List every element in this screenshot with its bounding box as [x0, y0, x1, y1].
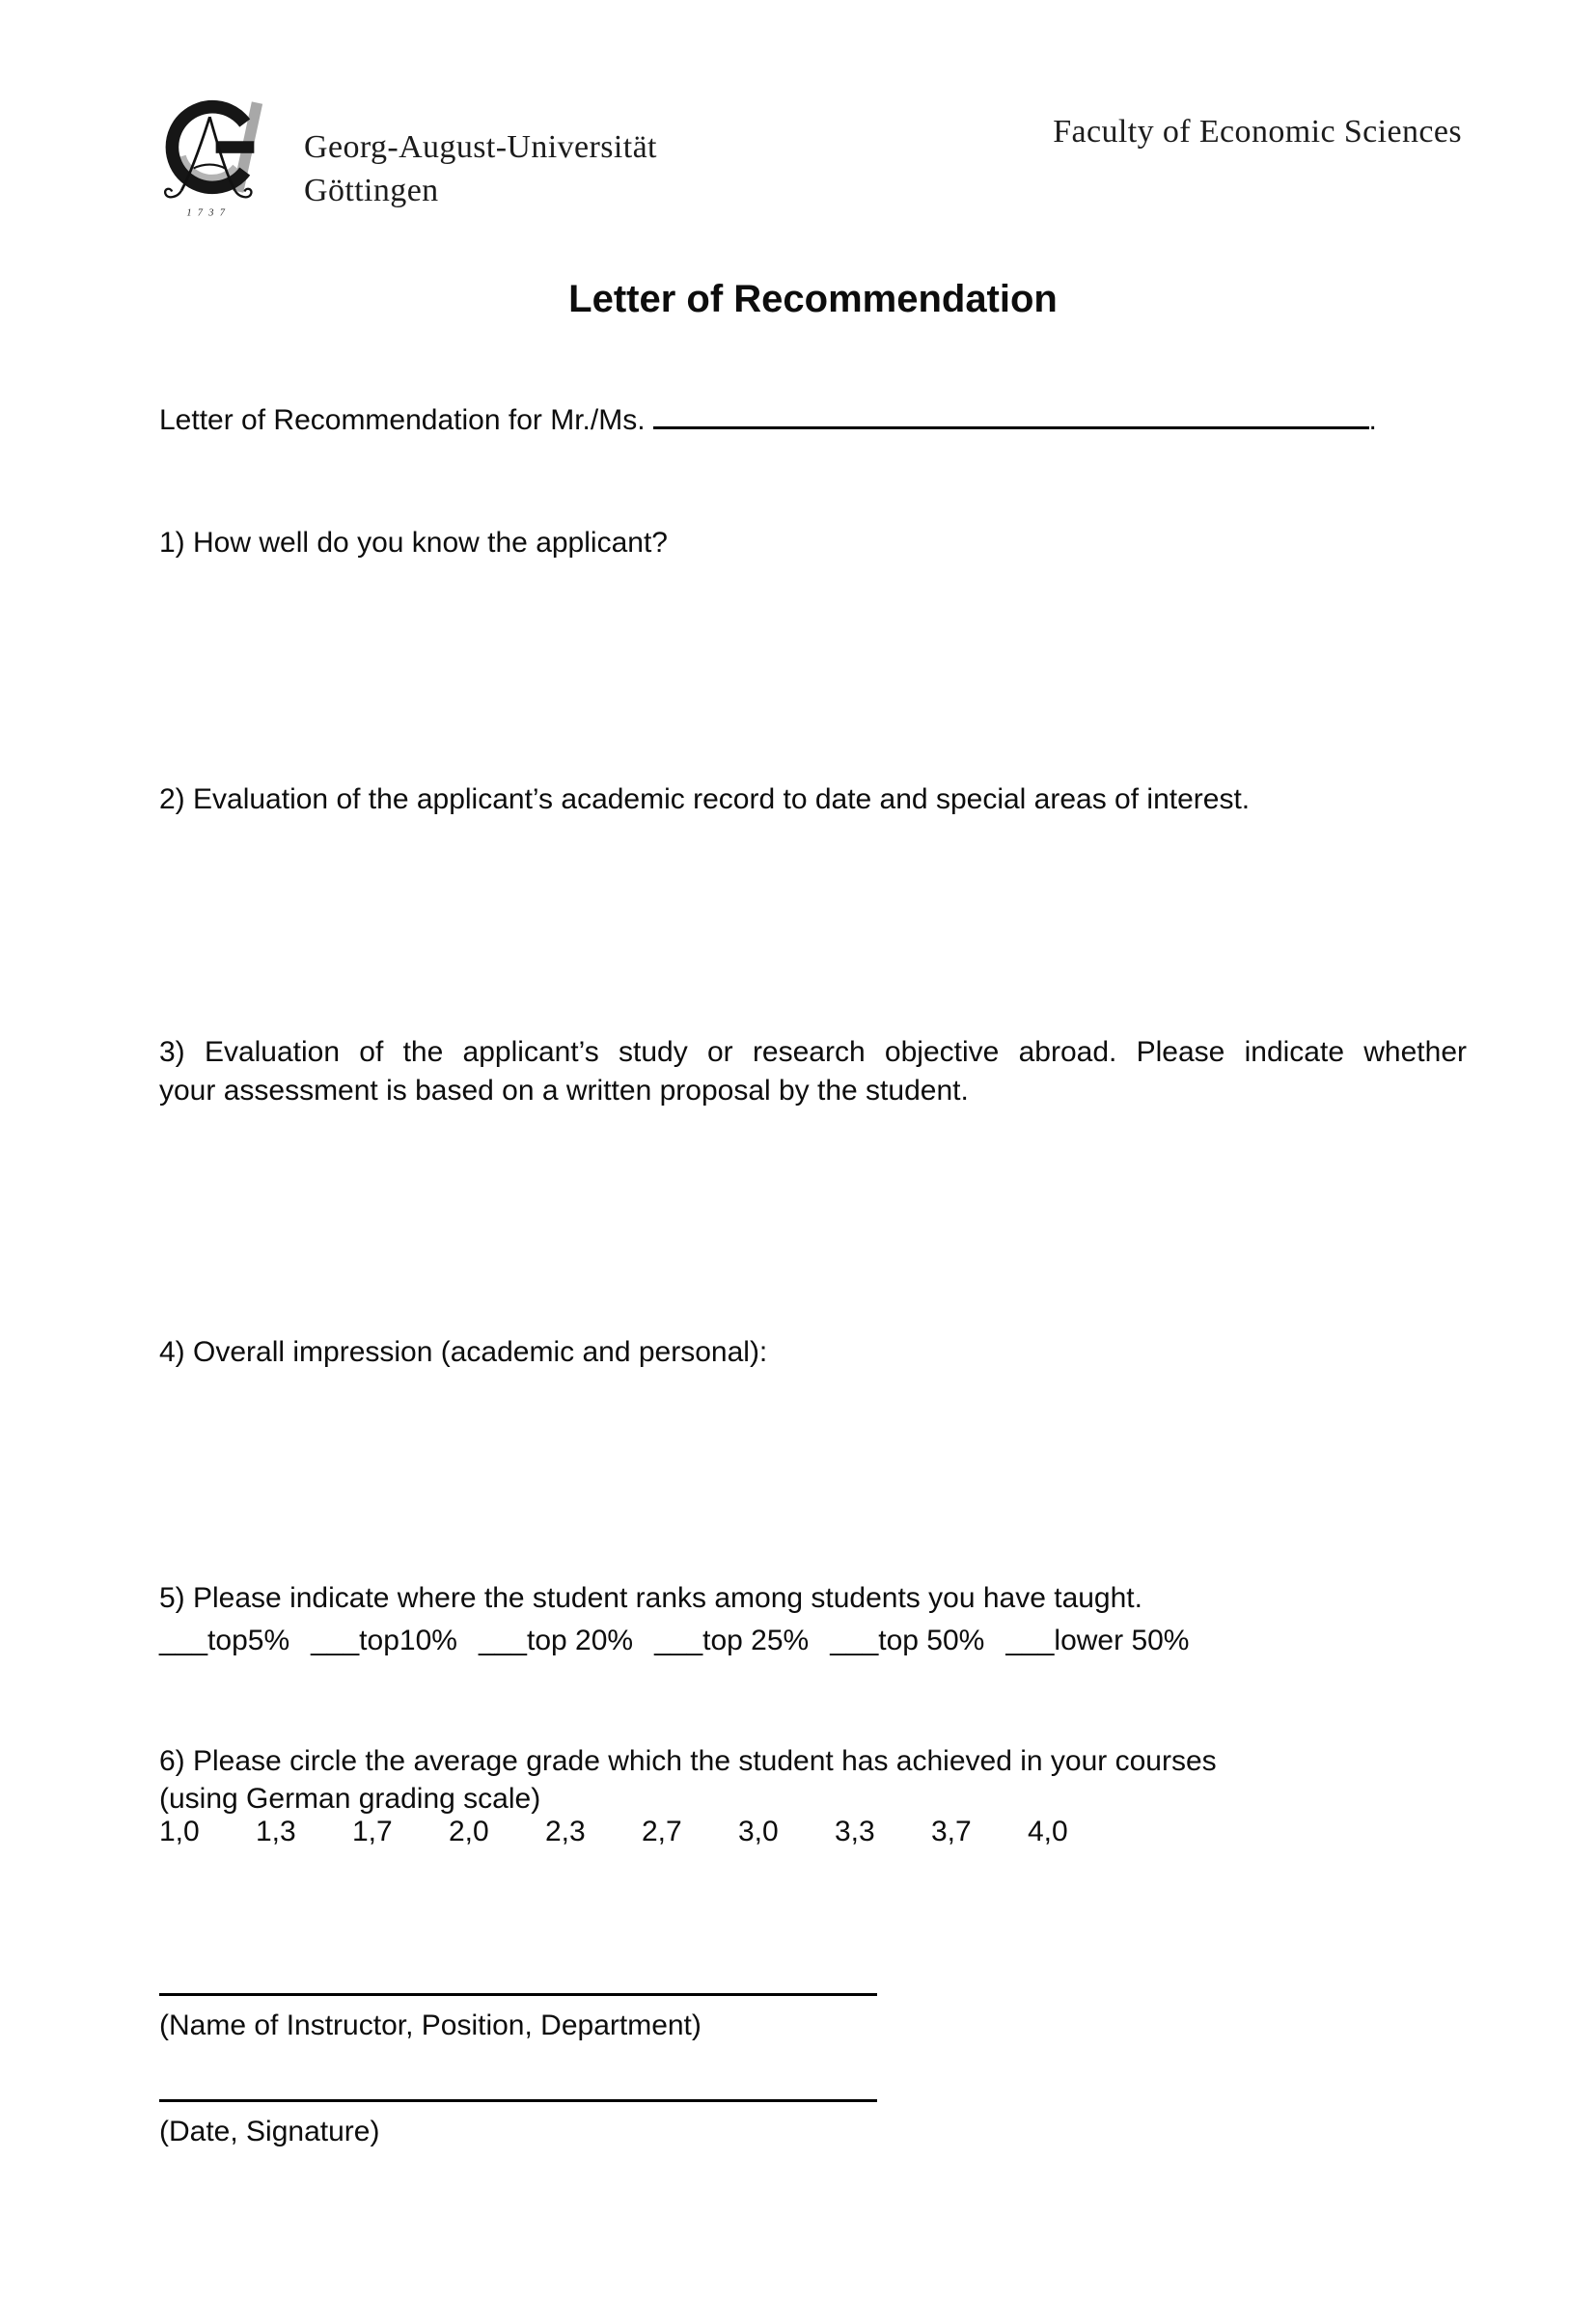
rank-option-top50[interactable]: ___top 50%	[830, 1625, 985, 1656]
logo-year: 1737	[186, 207, 232, 219]
university-name-line2: Göttingen	[304, 173, 439, 208]
grade-option-2-7[interactable]: 2,7	[642, 1816, 682, 1847]
grade-option-3-3[interactable]: 3,3	[835, 1816, 875, 1847]
rank-option-top25[interactable]: ___top 25%	[654, 1625, 810, 1656]
grade-scale-row	[159, 1813, 1124, 1851]
rank-option-top20[interactable]: ___top 20%	[478, 1625, 634, 1656]
rank-option-top10[interactable]: ___top10%	[311, 1625, 457, 1656]
page-title: Letter of Recommendation	[568, 278, 1058, 320]
recipient-label: Letter of Recommendation for Mr./Ms.	[159, 404, 646, 436]
university-name	[304, 125, 657, 212]
grade-option-1-7[interactable]: 1,7	[352, 1816, 393, 1847]
date-signature-line[interactable]	[159, 2099, 877, 2102]
question-1: 1) How well do you know the applicant?	[159, 527, 668, 559]
question-3-line2: your assessment is based on a written proposal by the student.	[159, 1075, 969, 1107]
grade-option-1-0[interactable]: 1,0	[159, 1816, 200, 1847]
university-logo-icon	[152, 91, 295, 224]
date-signature-label: (Date, Signature)	[159, 2116, 380, 2147]
question-3-line1: 3) Evaluation of the applicant’s study or research objective abroad. Please indicate whether	[159, 1036, 1467, 1068]
question-3	[159, 1033, 1467, 1110]
instructor-signature-label: (Name of Instructor, Position, Department)	[159, 2010, 702, 2041]
question-5: 5) Please indicate where the student ranks among students you have taught.	[159, 1582, 1142, 1614]
faculty-name: Faculty of Economic Sciences	[1053, 114, 1462, 150]
recipient-name-blank-field[interactable]	[653, 397, 1369, 429]
recipient-line-period: .	[1368, 404, 1377, 436]
question-2: 2) Evaluation of the applicant’s academic record to date and special areas of interest.	[159, 783, 1251, 815]
grade-option-1-3[interactable]: 1,3	[256, 1816, 296, 1847]
question-6-line1: 6) Please circle the average grade which the student has achieved in your courses	[159, 1745, 1217, 1777]
question-4: 4) Overall impression (academic and personal):	[159, 1336, 768, 1368]
grade-option-3-0[interactable]: 3,0	[738, 1816, 779, 1847]
university-name-line1: Georg-August-Universität	[304, 129, 657, 165]
grade-option-2-3[interactable]: 2,3	[545, 1816, 586, 1847]
rank-option-lower50[interactable]: ___lower 50%	[1005, 1625, 1190, 1656]
grade-option-4-0[interactable]: 4,0	[1028, 1816, 1068, 1847]
instructor-signature-line[interactable]	[159, 1993, 877, 1996]
grade-option-2-0[interactable]: 2,0	[449, 1816, 489, 1847]
rank-option-top5[interactable]: ___top5%	[159, 1625, 290, 1656]
recipient-line	[159, 397, 1377, 440]
grade-option-3-7[interactable]: 3,7	[931, 1816, 972, 1847]
rank-options-row	[159, 1622, 1189, 1660]
question-6-line2: (using German grading scale)	[159, 1783, 541, 1815]
